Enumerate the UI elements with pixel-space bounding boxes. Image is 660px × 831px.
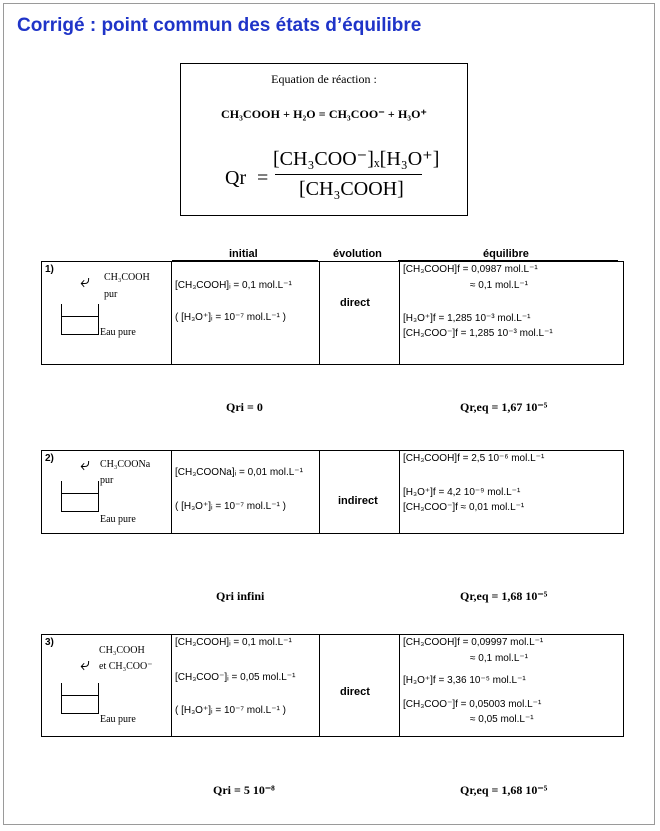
header-evolution: évolution xyxy=(333,248,382,260)
equation-box xyxy=(180,63,468,216)
case-1-evolution-label: direct xyxy=(340,297,370,309)
case-2-qreq: Qr,eq = 1,68 10⁻⁵ xyxy=(460,589,548,603)
case-1-eq-line-3: [H₃O⁺]f = 1,285 10⁻³ mol.L⁻¹ xyxy=(403,313,531,324)
case-3-initial-line-2: [CH₃COO⁻]ᵢ = 0,05 mol.L⁻¹ xyxy=(175,672,296,683)
case-1-qreq: Qr,eq = 1,67 10⁻⁵ xyxy=(460,400,548,414)
case-3-equilibrium xyxy=(400,635,624,737)
case-3-setup xyxy=(42,635,172,737)
case-3-eq-line-5: ≈ 0,05 mol.L⁻¹ xyxy=(470,714,534,725)
case-2-equilibrium xyxy=(400,451,624,534)
case-2-species-line-2: pur xyxy=(100,475,114,486)
case-2-number: 2) xyxy=(45,453,54,464)
case-2-water-label: Eau pure xyxy=(100,514,136,525)
case-3-water-label: Eau pure xyxy=(100,714,136,725)
page-title: Corrigé : point commun des états d’équilibre xyxy=(17,15,422,36)
qr-denominator: [CH₃COOH] xyxy=(299,178,404,200)
equation-caption: Equation de réaction : xyxy=(271,72,377,86)
case-2-table xyxy=(41,450,624,534)
case-3-qreq: Qr,eq = 1,68 10⁻⁵ xyxy=(460,783,548,797)
qr-label: Qr xyxy=(225,167,247,189)
case-2-initial-line-2: ( [H₃O⁺]ᵢ = 10⁻⁷ mol.L⁻¹ ) xyxy=(175,501,286,512)
case-1-initial xyxy=(172,262,320,365)
qr-numerator: [CH₃COO⁻]ₓ[H₃O⁺] xyxy=(273,148,440,170)
fraction-bar xyxy=(275,174,422,175)
case-2-evolution-label: indirect xyxy=(338,495,378,507)
beaker-icon xyxy=(61,683,99,714)
case-1-equilibrium xyxy=(400,262,624,365)
case-3-species-line-1: CH₃COOH xyxy=(99,645,145,656)
case-2-evolution xyxy=(320,451,400,534)
case-1-eq-line-2: ≈ 0,1 mol.L⁻¹ xyxy=(470,280,529,291)
case-3-species-line-2: et CH₃COO⁻ xyxy=(99,661,153,672)
arrow-icon: ⤶ xyxy=(80,271,91,291)
case-3-eq-line-2: ≈ 0,1 mol.L⁻¹ xyxy=(470,653,529,664)
case-2-eq-line-3: [CH₃COO⁻]f ≈ 0,01 mol.L⁻¹ xyxy=(403,502,525,513)
case-2-eq-line-1: [CH₃COOH]f = 2,5 10⁻⁶ mol.L⁻¹ xyxy=(403,453,545,464)
beaker-icon xyxy=(61,304,99,335)
arrow-icon: ⤶ xyxy=(80,654,91,674)
case-2-initial-line-1: [CH₃COONa]ᵢ = 0,01 mol.L⁻¹ xyxy=(175,467,303,478)
case-1-species-line-1: CH₃COOH xyxy=(104,272,150,283)
case-3-initial xyxy=(172,635,320,737)
case-1-qri: Qri = 0 xyxy=(226,400,263,414)
case-2-initial xyxy=(172,451,320,534)
water-line xyxy=(62,695,98,696)
case-1-initial-line-1: [CH₃COOH]ᵢ = 0,1 mol.L⁻¹ xyxy=(175,280,292,291)
case-3-initial-line-3: ( [H₃O⁺]ᵢ = 10⁻⁷ mol.L⁻¹ ) xyxy=(175,705,286,716)
case-1-eq-line-4: [CH₃COO⁻]f = 1,285 10⁻³ mol.L⁻¹ xyxy=(403,328,553,339)
case-1-number: 1) xyxy=(45,264,54,275)
case-3-initial-line-1: [CH₃COOH]ᵢ = 0,1 mol.L⁻¹ xyxy=(175,637,292,648)
header-equilibrium: équilibre xyxy=(483,248,529,260)
case-3-number: 3) xyxy=(45,637,54,648)
case-3-evolution xyxy=(320,635,400,737)
case-2-species-line-1: CH₃COONa xyxy=(100,459,151,470)
case-1-species-line-2: pur xyxy=(104,289,118,300)
water-line xyxy=(62,493,98,494)
case-3-evolution-label: direct xyxy=(340,686,370,698)
case-2-eq-line-2: [H₃O⁺]f = 4,2 10⁻⁹ mol.L⁻¹ xyxy=(403,487,521,498)
case-3-table xyxy=(41,634,624,737)
case-1-water-label: Eau pure xyxy=(100,327,136,338)
case-1-initial-line-2: ( [H₃O⁺]ᵢ = 10⁻⁷ mol.L⁻¹ ) xyxy=(175,312,286,323)
case-1-evolution xyxy=(320,262,400,365)
arrow-icon: ⤶ xyxy=(80,454,91,474)
case-1-setup xyxy=(42,262,172,365)
water-line xyxy=(62,316,98,317)
header-initial: initial xyxy=(229,248,258,260)
case-3-qri: Qri = 5 10⁻⁸ xyxy=(213,783,275,797)
case-1-table xyxy=(41,261,624,365)
qr-equals-sign: = xyxy=(257,167,269,189)
case-3-eq-line-1: [CH₃COOH]f = 0,09997 mol.L⁻¹ xyxy=(403,637,544,648)
case-2-setup xyxy=(42,451,172,534)
beaker-icon xyxy=(61,481,99,512)
case-3-eq-line-3: [H₃O⁺]f = 3,36 10⁻⁵ mol.L⁻¹ xyxy=(403,675,526,686)
case-3-eq-line-4: [CH₃COO⁻]f = 0,05003 mol.L⁻¹ xyxy=(403,699,542,710)
case-1-eq-line-1: [CH₃COOH]f = 0,0987 mol.L⁻¹ xyxy=(403,264,538,275)
reaction-equation: CH₃COOH + H₂O = CH₃COO⁻ + H₃O⁺ xyxy=(221,107,427,121)
case-2-qri: Qri infini xyxy=(216,589,265,603)
